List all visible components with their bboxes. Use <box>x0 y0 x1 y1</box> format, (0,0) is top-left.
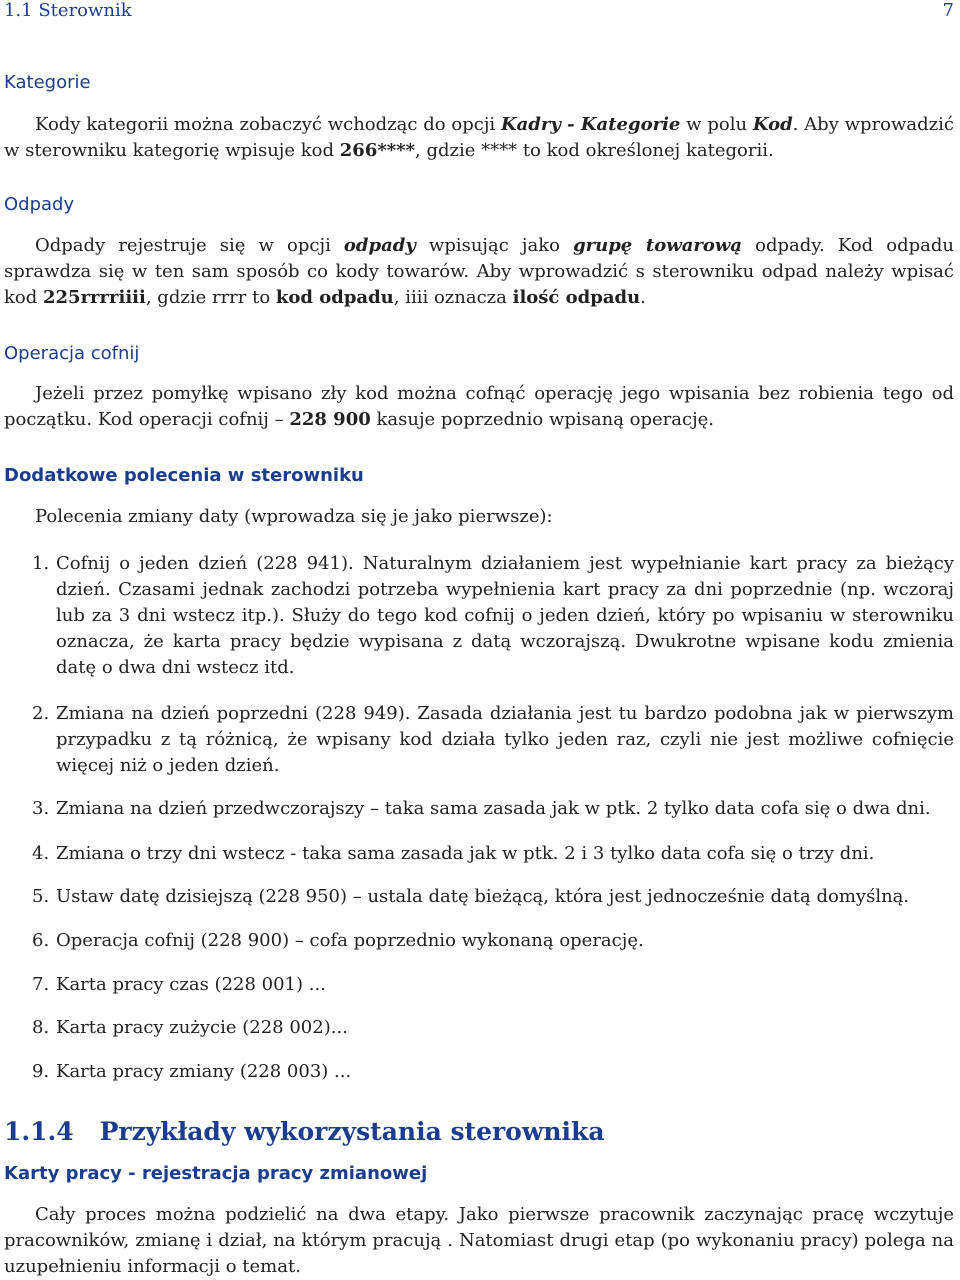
list-item: 7. Karta pracy czas (228 001) ... <box>32 974 326 995</box>
list-item: 5. Ustaw datę dzisiejszą (228 950) – ustala datę bieżącą, która jest jednocześnie datą domyślną. <box>32 886 910 907</box>
heading-kategorie: Kategorie <box>4 72 91 93</box>
list-item: 8. Karta pracy zużycie (228 002)... <box>32 1017 348 1038</box>
list-item: 9. Karta pracy zmiany (228 003) ... <box>32 1061 352 1082</box>
paragraph-kategorie: Kody kategorii można zobaczyć wchodząc do opcji Kadry - Kategorie w polu Kod. Aby wprowadzić w sterowniku kategorię wpisuje kod 266****, gdzie **** to kod określonej kategorii. <box>4 114 955 161</box>
list-item: 4. Zmiana o trzy dni wstecz - taka sama zasada jak w ptk. 2 i 3 tylko data cofa się o trzy dni. <box>32 843 875 864</box>
subsection-title: Przykłady wykorzystania sterownika <box>99 1117 605 1146</box>
paragraph-karty-pracy: Cały proces można podzielić na dwa etapy. Jako pierwsze pracownik zaczynając pracę wczytuje pracowników, zmianę i dział, na którym pracują . Natomiast drugi etap (po wykonaniu pracy) polega na uzupełnieniu informacji o temat. <box>4 1204 954 1277</box>
page-number: 7 <box>942 0 954 21</box>
list-item: 1. Cofnij o jeden dzień (228 941). Naturalnym działaniem jest wypełnianie kart pracy za bieżący dzień. Czasami jednak zachodzi potrzeba wypełnienia kart pracy za dni poprzednie (np. wczoraj lub za 3 dni wstecz itp.). Służy do tego kod cofnij o jeden dzień, który po wpisaniu w sterowniku oznacza, że karta pracy będzie wypisana z datą wczorajszą. Dwukrotne wpisane kodu zmienia datę o dwa dni wstecz itd. <box>32 553 954 678</box>
heading-operacja-cofnij: Operacja cofnij <box>4 343 140 364</box>
subsection-number: 1.1.4 <box>4 1117 74 1146</box>
running-header-section: 1.1 Sterownik <box>4 0 132 21</box>
subsection-heading-przyklady <box>4 1116 954 1148</box>
paragraph-operacja-cofnij: Jeżeli przez pomyłkę wpisano zły kod można cofnąć operację jego wpisania bez robienia tego od początku. Kod operacji cofnij – 228 900 kasuje poprzednio wpisaną operację. <box>4 383 954 430</box>
paragraph-odpady: Odpady rejestruje się w opcji odpady wpisując jako grupę towarową odpady. Kod odpadu sprawdza się w ten sam sposób co kody towarów. Aby wprowadzić s sterowniku odpad należy wpisać kod 225rrrriiii, gdzie rrrr to kod odpadu, iiii oznacza ilość odpadu. <box>4 235 954 308</box>
heading-odpady: Odpady <box>4 194 75 215</box>
paragraph-dodatkowe-intro: Polecenia zmiany daty (wprowadza się je jako pierwsze): <box>35 506 553 527</box>
list-item: 3. Zmiana na dzień przedwczorajszy – taka sama zasada jak w ptk. 2 tylko data cofa się o dwa dni. <box>32 798 931 819</box>
heading-karty-pracy: Karty pracy - rejestracja pracy zmianowej <box>4 1163 428 1184</box>
heading-dodatkowe-polecenia: Dodatkowe polecenia w sterowniku <box>4 465 364 486</box>
running-header <box>4 0 954 24</box>
list-item: 6. Operacja cofnij (228 900) – cofa poprzednio wykonaną operację. <box>32 930 644 951</box>
list-item: 2. Zmiana na dzień poprzedni (228 949). Zasada działania jest tu bardzo podobna jak w pierwszym przypadku z tą różnicą, że wpisany kod działa tylko jeden raz, czyli nie jest możliwe cofnięcie więcej niż o jeden dzień. <box>32 703 954 776</box>
